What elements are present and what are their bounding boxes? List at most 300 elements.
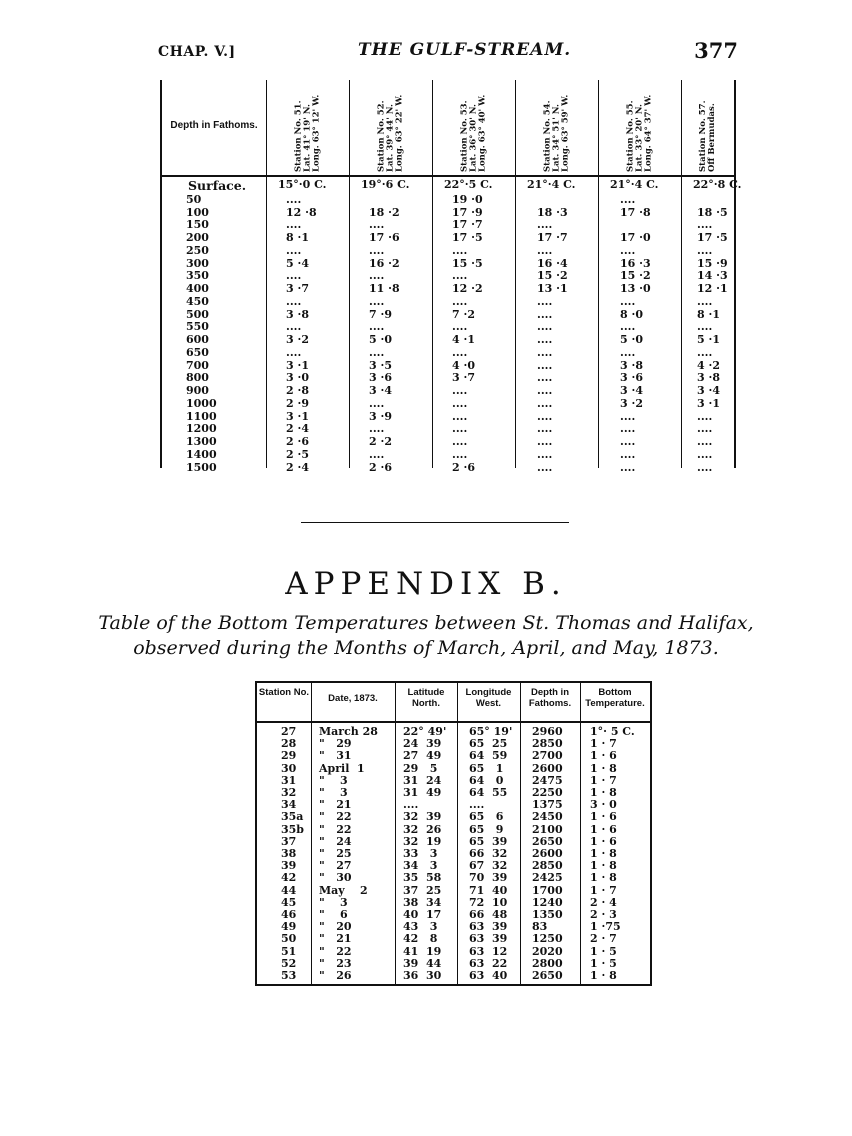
temperature-value: .... bbox=[286, 192, 302, 206]
table2-cell: 2850 bbox=[532, 737, 563, 751]
bottom-temperature-table bbox=[255, 681, 652, 986]
table2-cell: 1 · 5 bbox=[590, 956, 617, 970]
temperature-value: .... bbox=[286, 345, 302, 359]
table2-cell: 38 34 bbox=[403, 895, 442, 909]
appendix-subtitle-line1: Table of the Bottom Temperatures between St. Thomas and Halifax, bbox=[98, 612, 754, 634]
table1-row bbox=[162, 346, 734, 359]
table2-cell: " 22 bbox=[319, 822, 352, 836]
temperature-value: 22°·8 C. bbox=[693, 178, 742, 191]
temperature-value: .... bbox=[286, 243, 302, 257]
temperature-value: 3 ·8 bbox=[697, 371, 720, 385]
table2-cell: 65 1 bbox=[469, 761, 504, 775]
temperature-value: 7 ·2 bbox=[452, 307, 475, 321]
table2-cell: 1 · 8 bbox=[590, 786, 617, 799]
temperature-value: .... bbox=[620, 294, 636, 308]
table2-cell: 1250 bbox=[532, 932, 563, 946]
table2-cell: 1 · 6 bbox=[590, 810, 617, 824]
station-header-name: Station No. 53. bbox=[459, 100, 469, 172]
depth-value: 500 bbox=[186, 307, 209, 321]
appendix-title: APPENDIX B. bbox=[285, 566, 567, 602]
temperature-value: 17 ·5 bbox=[452, 231, 483, 244]
table2-cell: 36 30 bbox=[403, 969, 442, 982]
table2-cell: 63 12 bbox=[469, 944, 508, 958]
temperature-value: .... bbox=[620, 192, 636, 206]
table2-cell: 1 · 7 bbox=[590, 773, 617, 787]
temperature-value: 16 ·2 bbox=[369, 256, 400, 270]
temperature-value: 7 ·9 bbox=[369, 307, 392, 321]
table2-cell: 51 bbox=[281, 944, 297, 958]
table2-cell: 1700 bbox=[532, 883, 563, 897]
table2-cell: 65 6 bbox=[469, 810, 504, 824]
table2-cell: 1375 bbox=[532, 798, 563, 812]
table1-row bbox=[162, 308, 734, 321]
station-header-name: Station No. 57. bbox=[697, 100, 708, 172]
depth-value: Surface. bbox=[188, 178, 247, 193]
temperature-value: .... bbox=[286, 218, 302, 232]
temperature-value: 15 ·9 bbox=[697, 256, 728, 270]
temperature-value: 4 ·2 bbox=[697, 358, 720, 372]
table2-column-header: Station No. bbox=[258, 687, 310, 698]
temperature-value: .... bbox=[452, 294, 468, 308]
table2-cell: 32 26 bbox=[403, 822, 442, 836]
table2-cell: 3 · 0 bbox=[590, 798, 617, 812]
table2-cell: 2850 bbox=[532, 859, 563, 873]
temperature-value: 3 ·7 bbox=[286, 282, 309, 295]
depth-value: 1300 bbox=[186, 435, 217, 448]
temperature-value: .... bbox=[697, 320, 713, 334]
table2-cell: 2 · 3 bbox=[590, 908, 617, 921]
table2-cell: 64 55 bbox=[469, 786, 508, 799]
temperature-value: .... bbox=[537, 396, 553, 410]
temperature-value: 8 ·1 bbox=[286, 231, 309, 244]
table2-cell: May 2 bbox=[319, 883, 368, 897]
table2-row bbox=[257, 749, 650, 761]
table2-row bbox=[257, 871, 650, 883]
temperature-value: .... bbox=[369, 447, 385, 461]
station-header-long: Long. 63° 40' W. bbox=[477, 94, 487, 172]
temperature-value: 12 ·2 bbox=[452, 282, 483, 295]
temperature-value: 5 ·0 bbox=[369, 333, 392, 346]
temperature-value: .... bbox=[697, 422, 713, 436]
table1-row bbox=[162, 359, 734, 372]
table2-cell: 44 bbox=[281, 883, 297, 897]
table2-cell: 28 bbox=[281, 737, 297, 751]
table2-cell: 2425 bbox=[532, 871, 563, 885]
temperature-value: 3 ·8 bbox=[286, 307, 309, 321]
temperature-value: 17 ·7 bbox=[537, 231, 568, 244]
temperature-value: 18 ·5 bbox=[697, 205, 728, 219]
station-header-name: Station No. 52. bbox=[376, 100, 386, 172]
temperature-value: 2 ·5 bbox=[286, 447, 309, 461]
table2-cell: 2650 bbox=[532, 834, 563, 848]
table1-row bbox=[162, 320, 734, 333]
table2-row bbox=[257, 835, 650, 847]
temperature-value: 3 ·6 bbox=[620, 371, 643, 385]
table2-cell: " 20 bbox=[319, 920, 352, 934]
table2-cell: 64 0 bbox=[469, 773, 504, 787]
section-divider bbox=[301, 522, 569, 523]
temperature-value: 17 ·6 bbox=[369, 231, 400, 244]
temperature-value: .... bbox=[369, 294, 385, 308]
table2-cell: 1 · 8 bbox=[590, 847, 617, 860]
temperature-value: .... bbox=[620, 345, 636, 359]
table2-cell: 27 49 bbox=[403, 749, 442, 763]
temperature-value: .... bbox=[452, 384, 468, 397]
table2-cell: 1 · 8 bbox=[590, 969, 617, 982]
depth-value: 450 bbox=[186, 294, 209, 308]
table2-cell: 42 8 bbox=[403, 932, 438, 946]
table2-cell: 64 59 bbox=[469, 749, 508, 763]
table2-cell: 53 bbox=[281, 969, 297, 982]
temperature-value: .... bbox=[620, 447, 636, 461]
table2-cell: 66 48 bbox=[469, 908, 508, 921]
temperature-value: 3 ·4 bbox=[620, 384, 643, 397]
temperature-value: 2 ·4 bbox=[286, 460, 309, 474]
station-header-lat: Off Bermudas. bbox=[706, 103, 717, 172]
temperature-value: .... bbox=[452, 409, 468, 423]
temperature-value: 2 ·4 bbox=[286, 422, 309, 436]
table1-row bbox=[162, 244, 734, 257]
temperature-value: .... bbox=[452, 447, 468, 461]
station-header-lat: Lat. 36° 30' N. bbox=[468, 104, 478, 172]
temperature-value: 3 ·5 bbox=[369, 358, 392, 372]
table2-cell: 1 · 6 bbox=[590, 749, 617, 763]
temperature-value: 3 ·1 bbox=[697, 396, 720, 410]
temperature-value: 3 ·9 bbox=[369, 409, 392, 423]
table2-cell: 1°· 5 C. bbox=[590, 725, 635, 738]
table2-row bbox=[257, 896, 650, 908]
depth-value: 300 bbox=[186, 256, 209, 270]
depth-value: 1000 bbox=[186, 396, 217, 410]
temperature-value: 8 ·0 bbox=[620, 307, 643, 321]
table2-column-header: Bottom Temperature. bbox=[585, 687, 645, 709]
table2-row bbox=[257, 823, 650, 835]
table1-row bbox=[162, 435, 734, 448]
table2-cell: 31 bbox=[281, 773, 297, 787]
table1-row bbox=[162, 257, 734, 270]
temperature-value: .... bbox=[620, 243, 636, 257]
temperature-value: .... bbox=[620, 460, 636, 474]
temperature-value: 17 ·0 bbox=[620, 231, 651, 244]
table2-cell: " 24 bbox=[319, 834, 352, 848]
temperature-value: .... bbox=[697, 409, 713, 423]
table2-cell: April 1 bbox=[319, 761, 365, 775]
table2-cell: 1 · 6 bbox=[590, 822, 617, 836]
table2-cell: 83 bbox=[532, 920, 548, 934]
table2-cell: " 29 bbox=[319, 737, 352, 751]
table2-cell: 32 39 bbox=[403, 810, 442, 824]
table1-row bbox=[162, 269, 734, 282]
temperature-value: .... bbox=[537, 307, 553, 321]
table2-cell: 1240 bbox=[532, 895, 563, 909]
depth-value: 900 bbox=[186, 384, 209, 397]
table2-cell: " 6 bbox=[319, 908, 348, 921]
table2-cell: 65° 19' bbox=[469, 725, 513, 738]
temperature-value: .... bbox=[452, 269, 468, 283]
depth-value: 700 bbox=[186, 358, 209, 372]
table2-cell: 2100 bbox=[532, 822, 563, 836]
depth-value: 1500 bbox=[186, 460, 217, 474]
table2-cell: " 25 bbox=[319, 847, 352, 860]
temperature-value: .... bbox=[537, 422, 553, 436]
table2-cell: 67 32 bbox=[469, 859, 508, 873]
table2-row bbox=[257, 847, 650, 859]
temperature-value: 8 ·1 bbox=[697, 307, 720, 321]
station-header-long: Long. 63° 22' W. bbox=[394, 94, 404, 172]
table2-cell: 2800 bbox=[532, 956, 563, 970]
temperature-value: .... bbox=[697, 345, 713, 359]
table2-cell: 35a bbox=[281, 810, 304, 824]
table2-cell: 49 bbox=[281, 920, 297, 934]
temperature-value: 15°·0 C. bbox=[278, 178, 327, 191]
temperature-value: 3 ·1 bbox=[286, 358, 309, 372]
table2-cell: 35b bbox=[281, 822, 304, 836]
depth-value: 800 bbox=[186, 371, 209, 385]
temperature-value: 5 ·0 bbox=[620, 333, 643, 346]
depth-value: 50 bbox=[186, 192, 202, 206]
temperature-value: .... bbox=[537, 435, 553, 448]
temperature-value: .... bbox=[697, 435, 713, 448]
table2-cell: 34 bbox=[281, 798, 297, 812]
table2-cell: 1 · 5 bbox=[590, 944, 617, 958]
depth-value: 350 bbox=[186, 269, 209, 283]
station-header bbox=[681, 86, 734, 172]
table2-cell: 33 3 bbox=[403, 847, 438, 860]
table2-cell: 1 · 7 bbox=[590, 883, 617, 897]
temperature-value: .... bbox=[697, 218, 713, 232]
temperature-value: 18 ·3 bbox=[537, 205, 568, 219]
table2-cell: 2 · 4 bbox=[590, 895, 617, 909]
page-number: 377 bbox=[694, 38, 738, 63]
table1-row bbox=[162, 461, 734, 474]
table2-cell: 65 9 bbox=[469, 822, 504, 836]
table2-cell: 63 39 bbox=[469, 920, 508, 934]
table2-cell: 1 · 6 bbox=[590, 834, 617, 848]
temperature-value: .... bbox=[697, 447, 713, 461]
table2-cell: 70 39 bbox=[469, 871, 508, 885]
temperature-value: 17 ·7 bbox=[452, 218, 483, 232]
table1-row bbox=[162, 231, 734, 244]
temperature-value: .... bbox=[452, 422, 468, 436]
table2-row bbox=[257, 786, 650, 798]
station-header-lat: Lat. 33° 20' N. bbox=[634, 104, 644, 172]
table2-cell: 27 bbox=[281, 725, 297, 738]
table2-cell: 42 bbox=[281, 871, 297, 885]
temperature-value: 3 ·4 bbox=[369, 384, 392, 397]
table2-cell: 24 39 bbox=[403, 737, 442, 751]
station-header bbox=[515, 86, 598, 172]
temperature-value: .... bbox=[369, 396, 385, 410]
table2-cell: 63 40 bbox=[469, 969, 508, 982]
table2-cell: 72 10 bbox=[469, 895, 508, 909]
temperature-value: .... bbox=[369, 345, 385, 359]
table1-header-row bbox=[162, 80, 734, 177]
table2-cell: 30 bbox=[281, 761, 297, 775]
temperature-value: 21°·4 C. bbox=[610, 178, 659, 191]
table2-cell: 29 bbox=[281, 749, 297, 763]
depth-value: 200 bbox=[186, 231, 209, 244]
table2-cell: " 27 bbox=[319, 859, 352, 873]
table2-row bbox=[257, 774, 650, 786]
table2-cell: 35 58 bbox=[403, 871, 442, 885]
table2-cell: " 30 bbox=[319, 871, 352, 885]
temperature-value: 3 ·2 bbox=[620, 396, 643, 410]
temperature-value: .... bbox=[537, 409, 553, 423]
depth-value: 400 bbox=[186, 282, 209, 295]
table2-cell: 65 25 bbox=[469, 737, 508, 751]
temperature-value: .... bbox=[452, 345, 468, 359]
running-header bbox=[158, 38, 738, 64]
table2-cell: .... bbox=[469, 798, 485, 812]
table1-row bbox=[162, 410, 734, 423]
table2-cell: 31 24 bbox=[403, 773, 442, 787]
table2-cell: 34 3 bbox=[403, 859, 438, 873]
station-header bbox=[266, 86, 349, 172]
depth-value: 100 bbox=[186, 205, 209, 219]
table2-cell: 2020 bbox=[532, 944, 563, 958]
depth-value: 250 bbox=[186, 243, 209, 257]
table2-cell: 1 · 7 bbox=[590, 737, 617, 751]
temperature-value: .... bbox=[369, 218, 385, 232]
table2-cell: 37 25 bbox=[403, 883, 442, 897]
temperature-value: 5 ·1 bbox=[697, 333, 720, 346]
temperature-value: 19 ·0 bbox=[452, 192, 483, 206]
temperature-value: 22°·5 C. bbox=[444, 178, 493, 191]
table2-row bbox=[257, 957, 650, 969]
table1-row bbox=[162, 448, 734, 461]
temperature-value: 4 ·0 bbox=[452, 358, 475, 372]
table2-cell: 66 32 bbox=[469, 847, 508, 860]
temperature-value: .... bbox=[537, 294, 553, 308]
station-header-long: Long. 63° 59' W. bbox=[560, 94, 570, 172]
temperature-value: 17 ·9 bbox=[452, 205, 483, 219]
table2-cell: 50 bbox=[281, 932, 297, 946]
temperature-value: .... bbox=[537, 243, 553, 257]
table2-cell: 2 · 7 bbox=[590, 932, 617, 946]
temperature-value: 2 ·6 bbox=[286, 435, 309, 448]
temperature-value: 3 ·4 bbox=[697, 384, 720, 397]
temperature-value: .... bbox=[286, 269, 302, 283]
depth-value: 1400 bbox=[186, 447, 217, 461]
temperature-value: 2 ·2 bbox=[369, 435, 392, 448]
temperature-value: 2 ·6 bbox=[452, 460, 475, 474]
gulf-stream-temperature-table bbox=[160, 80, 742, 474]
table2-cell: " 21 bbox=[319, 932, 352, 946]
table2-cell: 65 39 bbox=[469, 834, 508, 848]
temperature-value: .... bbox=[369, 320, 385, 334]
table2-cell: 39 bbox=[281, 859, 297, 873]
table2-cell: 52 bbox=[281, 956, 297, 970]
table1-row bbox=[162, 333, 734, 346]
temperature-value: 2 ·6 bbox=[369, 460, 392, 474]
station-header-lat: Lat. 39° 44' N. bbox=[385, 104, 395, 172]
station-header-name: Station No. 55. bbox=[625, 100, 635, 172]
depth-value: 650 bbox=[186, 345, 209, 359]
table2-cell: 43 3 bbox=[403, 920, 438, 934]
table2-cell: 40 17 bbox=[403, 908, 442, 921]
table2-cell: 1 · 8 bbox=[590, 859, 617, 873]
temperature-value: 15 ·2 bbox=[620, 269, 651, 283]
temperature-value: 2 ·9 bbox=[286, 396, 309, 410]
temperature-value: 4 ·1 bbox=[452, 333, 475, 346]
table2-cell: " 31 bbox=[319, 749, 352, 763]
table2-row bbox=[257, 725, 650, 737]
temperature-value: .... bbox=[537, 460, 553, 474]
table2-row bbox=[257, 945, 650, 957]
table2-cell: 1 · 8 bbox=[590, 871, 617, 885]
table2-cell: 32 bbox=[281, 786, 297, 799]
temperature-value: .... bbox=[620, 435, 636, 448]
table2-cell: 2450 bbox=[532, 810, 563, 824]
station-header bbox=[432, 86, 515, 172]
table1-row bbox=[162, 422, 734, 435]
temperature-value: .... bbox=[452, 396, 468, 410]
table2-row bbox=[257, 932, 650, 944]
table2-cell: 22° 49' bbox=[403, 725, 447, 738]
table2-cell: 2960 bbox=[532, 725, 563, 738]
temperature-value: 15 ·2 bbox=[537, 269, 568, 283]
station-header-lat: Lat. 34° 51' N. bbox=[551, 104, 561, 172]
temperature-value: .... bbox=[286, 294, 302, 308]
table2-cell: 39 44 bbox=[403, 956, 442, 970]
table1-row bbox=[162, 178, 742, 193]
table2-cell: 41 19 bbox=[403, 944, 442, 958]
table2-column-header: Longitude West. bbox=[465, 687, 512, 709]
temperature-value: .... bbox=[537, 333, 553, 346]
table2-cell: 45 bbox=[281, 895, 297, 909]
temperature-value: 3 ·0 bbox=[286, 371, 309, 385]
table2-cell: 46 bbox=[281, 908, 297, 921]
depth-column-header: Depth in Fathoms. bbox=[170, 120, 258, 131]
temperature-value: 19°·6 C. bbox=[361, 178, 410, 191]
temperature-value: 3 ·7 bbox=[452, 371, 475, 385]
table2-cell: .... bbox=[403, 798, 419, 812]
table2-column-header: Depth in Fathoms. bbox=[528, 687, 572, 709]
temperature-value: .... bbox=[620, 409, 636, 423]
temperature-value: .... bbox=[537, 358, 553, 372]
table2-cell: 2475 bbox=[532, 773, 563, 787]
temperature-value: .... bbox=[286, 320, 302, 334]
chapter-label: CHAP. V.] bbox=[158, 44, 236, 60]
table1-row bbox=[162, 193, 734, 206]
table2-cell: 37 bbox=[281, 834, 297, 848]
table2-cell: 71 40 bbox=[469, 883, 508, 897]
station-header bbox=[598, 86, 681, 172]
table2-cell: 29 5 bbox=[403, 761, 438, 775]
temperature-value: .... bbox=[452, 320, 468, 334]
table2-cell: 2600 bbox=[532, 761, 563, 775]
table2-row bbox=[257, 920, 650, 932]
temperature-value: 2 ·8 bbox=[286, 384, 309, 397]
table2-row bbox=[257, 908, 650, 920]
appendix-subtitle-line2: observed during the Months of March, April, and May, 1873. bbox=[133, 637, 719, 659]
table2-cell: March 28 bbox=[319, 725, 378, 738]
table2-row bbox=[257, 969, 650, 981]
table2-cell: " 22 bbox=[319, 810, 352, 824]
temperature-value: 13 ·0 bbox=[620, 282, 651, 295]
table1-row bbox=[162, 384, 734, 397]
temperature-value: .... bbox=[369, 269, 385, 283]
table2-row bbox=[257, 798, 650, 810]
table1-row bbox=[162, 295, 734, 308]
temperature-value: .... bbox=[452, 435, 468, 448]
table1-row bbox=[162, 397, 734, 410]
table2-cell: 1 · 8 bbox=[590, 761, 617, 775]
temperature-value: .... bbox=[537, 320, 553, 334]
temperature-value: 3 ·8 bbox=[620, 358, 643, 372]
temperature-value: .... bbox=[620, 320, 636, 334]
temperature-value: 3 ·1 bbox=[286, 409, 309, 423]
